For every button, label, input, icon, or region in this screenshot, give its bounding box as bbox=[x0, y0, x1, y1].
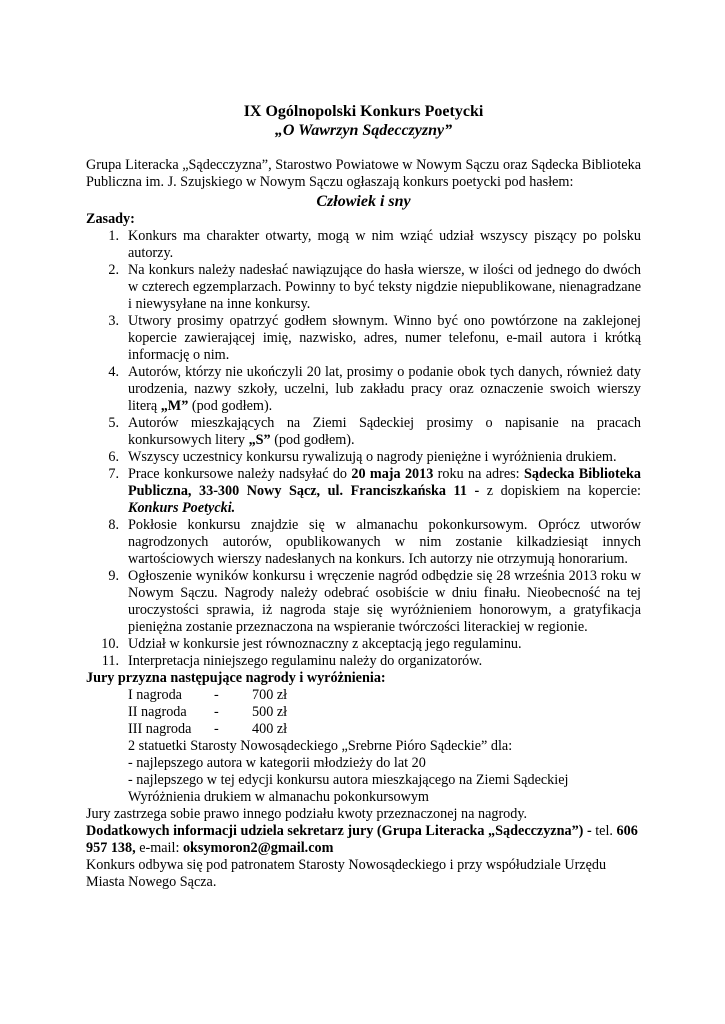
rules-heading: Zasady: bbox=[86, 211, 135, 227]
contact-info: Dodatkowych informacji udziela sekretarz jury (Grupa Literacka „Sądecczyzna”) - tel. 606 957 138, e-mail: oksymoron2@gmail.com bbox=[86, 823, 638, 856]
print-distinctions: Wyróżnienia drukiem w almanachu pokonkursowym bbox=[128, 789, 429, 805]
prize-row: II nagroda - 500 zł bbox=[128, 704, 288, 720]
rule-item: 5. Autorów mieszkających na Ziemi Sądeckiej prosimy o napisanie na pracach konkursowych litery „S” (pod godłem). bbox=[108, 415, 641, 448]
deadline-date: 20 maja 2013 bbox=[351, 466, 434, 482]
document-page bbox=[86, 102, 641, 891]
rule-item: 11. Interpretacja niniejszego regulaminu należy do organizatorów. bbox=[101, 653, 483, 669]
jury-reserve-note: Jury zastrzega sobie prawo innego podziału kwoty przeznaczonej na nagrody. bbox=[86, 806, 528, 822]
statuette-item: - najlepszego autora w kategorii młodzieży do lat 20 bbox=[128, 755, 426, 771]
rule-item: 3. Utwory prosimy opatrzyć godłem słownym. Winno być ono powtórzone na zaklejonej kopercie zawierającej imię, nazwisko, adres, numer telefonu, e-mail autora i krótką informację o nim. bbox=[108, 313, 641, 363]
intro-paragraph: Grupa Literacka „Sądecczyzna”, Starostwo Powiatowe w Nowym Sączu oraz Sądecka Biblioteka Publiczna im. J. Szujskiego w Nowym Sączu ogłaszają konkurs poetycki pod hasłem: bbox=[86, 157, 641, 190]
rule-item: 9. Ogłoszenie wyników konkursu i wręczenie nagród odbędzie się 28 września 2013 roku w Nowym Sączu. Nagrody należy odebrać osobiście w dniu finału. Nieobecność na tej uroczystości sprawia, iż nagroda staje się wyróżnieniem honorowym, a gratyfikacja pieniężna zostanie przeznaczona na wspieranie twórczości literackiej w regionie. bbox=[108, 568, 641, 635]
rules-list bbox=[86, 228, 641, 670]
prizes-heading: Jury przyzna następujące nagrody i wyróżnienia: bbox=[86, 670, 386, 686]
patronage-note: Konkurs odbywa się pod patronatem Starosty Nowosądeckiego i przy współudziale Urzędu Miasta Nowego Sącza. bbox=[86, 857, 607, 890]
phone-number: 606 957 138, bbox=[86, 823, 638, 856]
rule-item: 10. Udział w konkursie jest równoznaczny z akceptacją jego regulaminu. bbox=[101, 636, 522, 652]
rule-item: 8. Pokłosie konkursu znajdzie się w almanachu pokonkursowym. Oprócz utworów nagrodzonych autorów, opublikowanych w nim zostanie kilkadziesiąt innych wartościowych wierszy nadesłanych na konkurs. Ich autorzy nie otrzymują honorarium. bbox=[108, 517, 641, 567]
rule-item: 6. Wszyscy uczestnicy konkursu rywalizują o nagrody pieniężne i wyróżnienia drukiem. bbox=[108, 449, 617, 465]
rule-item: 2. Na konkurs należy nadesłać nawiązujące do hasła wiersze, w ilości od jednego do dwóch w czterech egzemplarzach. Powinny to być teksty nigdzie niepublikowane, nienagradzane i niewysyłane na inne konkursy. bbox=[108, 262, 641, 312]
statuette-item: - najlepszego w tej edycji konkursu autora mieszkającego na Ziemi Sądeckiej bbox=[128, 772, 569, 788]
rule-item: 4. Autorów, którzy nie ukończyli 20 lat, prosimy o podanie obok tych danych, również daty urodzenia, nazwy szkoły, uczelni, lub zakładu pracy oraz oznaczenie swoich wierszy literą „M” (pod godłem). bbox=[108, 364, 641, 414]
contest-title: IX Ogólnopolski Konkurs Poetycki bbox=[243, 103, 484, 120]
prize-row: III nagroda - 400 zł bbox=[128, 721, 288, 737]
contest-subtitle: „O Wawrzyn Sądecczyzny” bbox=[274, 122, 453, 139]
envelope-note: Konkurs Poetycki. bbox=[128, 500, 236, 516]
mailing-address: Sądecka Biblioteka Publiczna, 33-300 Nowy Sącz, ul. Franciszkańska 11 - bbox=[128, 466, 642, 499]
contest-slogan: Człowiek i sny bbox=[316, 193, 411, 210]
statuettes-line: 2 statuetki Starosty Nowosądeckiego „Srebrne Pióro Sądeckie” dla: bbox=[128, 738, 513, 754]
rule-item: 7. Prace konkursowe należy nadsyłać do 20 maja 2013 roku na adres: Sądecka Biblioteka Publiczna, 33-300 Nowy Sącz, ul. Franciszkańska 11 - z dopiskiem na kopercie: Konkurs Poetycki. bbox=[108, 466, 642, 516]
prize-row: I nagroda - 700 zł bbox=[128, 687, 288, 703]
email-address[interactable]: oksymoron2@gmail.com bbox=[182, 840, 334, 856]
rule-item: 1. Konkurs ma charakter otwarty, mogą w nim wziąć udział wszyscy piszący po polsku autorzy. bbox=[108, 228, 641, 261]
